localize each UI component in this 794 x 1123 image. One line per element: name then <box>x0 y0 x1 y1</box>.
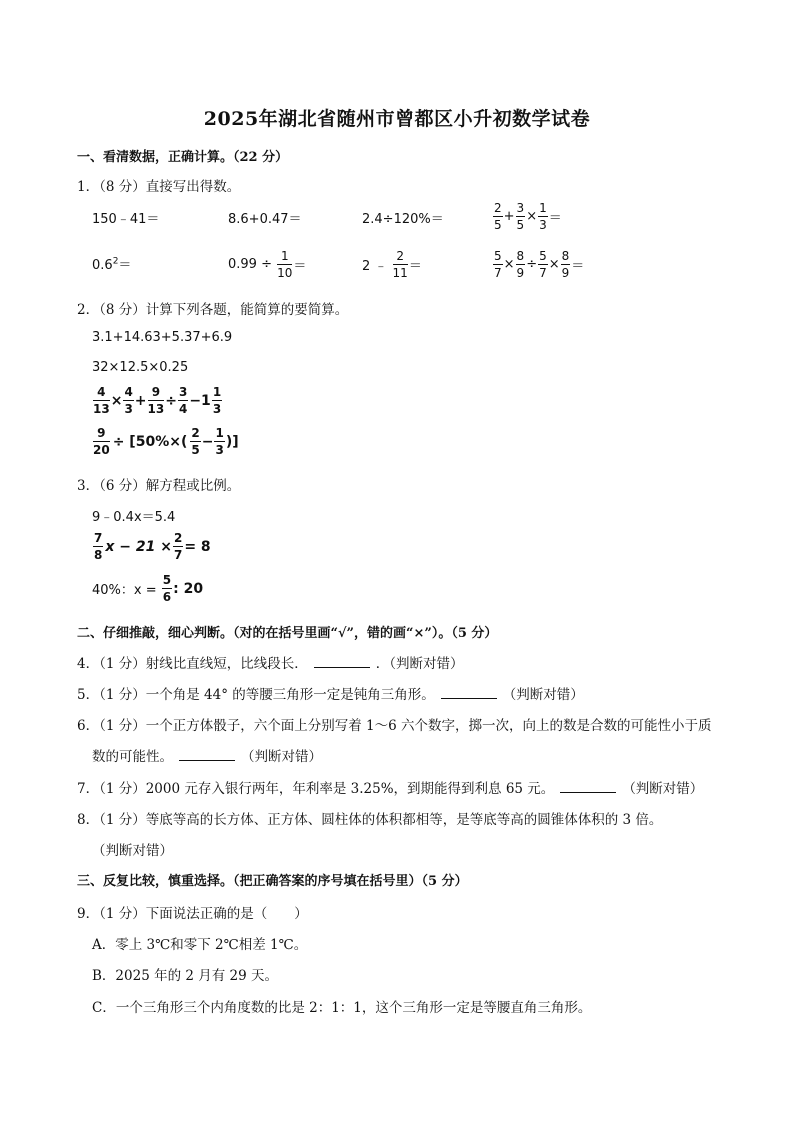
answer-blank[interactable] <box>441 686 497 699</box>
q3-stem: 3．（6 分）解方程或比例。 <box>77 478 241 494</box>
q4: 4．（1 分）射线比直线短，比线段长． ．（判断对错） <box>77 656 464 672</box>
q1-item-7: 2 ﹣ $\frac{2}{11}$ ＝ <box>362 249 422 280</box>
q9-option-a: A．零上 3℃和零下 2℃相差 1℃。 <box>92 937 308 953</box>
q1-item-2: 8.6+0.47＝ <box>228 212 302 227</box>
q2-stem: 2．（8 分）计算下列各题，能简算的要简算。 <box>77 302 349 318</box>
q2-expr-4: $\frac{9}{20}$ ÷ [50%×( $\frac{2}{5}$ − $\frac{1}{3}$ )] <box>93 426 239 457</box>
q9-stem: 9．（1 分）下面说法正确的是（ ） <box>77 906 308 922</box>
q3-eq-3: 40%：x = $\frac{5}{6}$ : 20 <box>92 573 204 604</box>
q1-item-4: $\frac{2}{5}$ + $\frac{3}{5}$ × $\frac{1}{3}$ ＝ <box>494 201 562 232</box>
q7: 7．（1 分）2000 元存入银行两年，年利率是 3.25%，到期能得到利息 65 元。 （判断对错） <box>77 781 704 797</box>
q1-item-8: $\frac{5}{7}$ × $\frac{8}{9}$ ÷ $\frac{5}{7}$ × $\frac{8}{9}$ ＝ <box>494 249 585 280</box>
q6-line2: 数的可能性。 （判断对错） <box>92 749 322 765</box>
q8-line2: （判断对错） <box>92 843 173 859</box>
page-title: 2025年湖北省随州市曾都区小升初数学试卷 <box>203 108 591 130</box>
q1-stem: 1．（8 分）直接写出得数。 <box>77 179 241 195</box>
q9-option-b: B．2025 年的 2 月有 29 天。 <box>92 968 279 984</box>
answer-blank[interactable] <box>560 780 616 793</box>
answer-blank[interactable] <box>179 748 235 761</box>
q8-line1: 8．（1 分）等底等高的长方体、正方体、圆柱体的体积都相等，是等底等高的圆锥体体积的 3 倍。 <box>77 812 663 828</box>
q5: 5．（1 分）一个角是 44° 的等腰三角形一定是钝角三角形。 （判断对错） <box>77 687 584 703</box>
q9-option-c: C．一个三角形三个内角度数的比是 2：1：1，这个三角形一定是等腰直角三角形。 <box>92 1000 592 1016</box>
q1-item-1: 150﹣41＝ <box>92 212 160 227</box>
section3-heading: 三、反复比较，慎重选择。（把正确答案的序号填在括号里）（5 分） <box>77 874 468 889</box>
section2-heading: 二、仔细推敲，细心判断。（对的在括号里画“√”，错的画“×”）。（5 分） <box>77 626 498 641</box>
q1-item-3: 2.4÷120%＝ <box>362 212 444 227</box>
q2-expr-1: 3.1+14.63+5.37+6.9 <box>92 330 233 345</box>
q1-item-6: 0.99 ÷ $\frac{1}{10}$ ＝ <box>228 249 307 280</box>
q2-expr-3: $\frac{4}{13}$ × $\frac{4}{3}$ + $\frac{9}{13}$ ÷ $\frac{3}{4}$ −1 $\frac{1}{3}$ <box>93 385 222 416</box>
q2-expr-2: 32×12.5×0.25 <box>92 360 189 375</box>
q6-line1: 6．（1 分）一个正方体骰子，六个面上分别写着 1～6 六个数字，掷一次，向上的数是合数的可能性小于质 <box>77 718 712 734</box>
q3-eq-2: $\frac{7}{8}$ x − 21 × $\frac{2}{7}$ = 8 <box>94 531 211 562</box>
q3-eq-1: 9﹣0.4x＝5.4 <box>92 510 176 525</box>
answer-blank[interactable] <box>314 655 370 668</box>
section1-heading: 一、看清数据，正确计算。（22 分） <box>77 150 289 165</box>
q1-item-5: $0.6^2=$ <box>92 256 132 273</box>
